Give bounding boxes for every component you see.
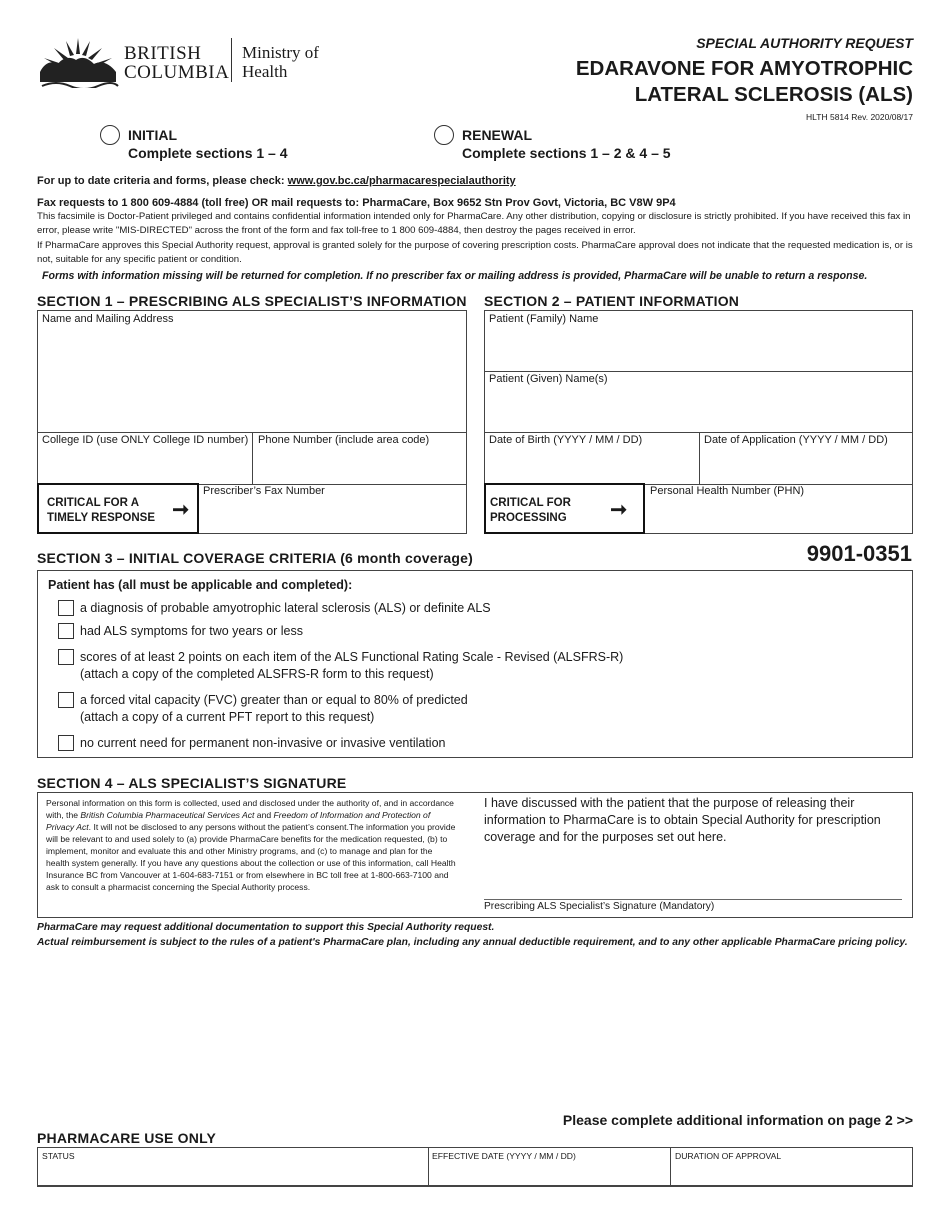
critical1-line1: CRITICAL FOR A [47, 497, 139, 509]
criterion-3-line1: scores of at least 2 points on each item of the ALS Functional Rating Scale - Revised (ALSFRS-R) [80, 650, 624, 664]
criterion-1: a diagnosis of probable amyotrophic lateral sclerosis (ALS) or definite ALS [80, 601, 491, 615]
bc-government-logo [36, 36, 336, 88]
dob-label: Date of Birth (YYYY / MM / DD) [489, 434, 643, 446]
bc-sun-mountains-icon [36, 36, 120, 88]
criterion-4-line2: (attach a copy of a current PFT report to this request) [80, 710, 375, 724]
criteria-line [37, 175, 516, 187]
criteria-intro: Patient has (all must be applicable and completed): [48, 578, 353, 592]
request-type: SPECIAL AUTHORITY REQUEST [696, 35, 913, 51]
criterion-checkbox-2[interactable] [58, 623, 74, 639]
form-title-line1: EDARAVONE FOR AMYOTROPHIC [575, 57, 913, 80]
criterion-checkbox-3[interactable] [58, 649, 74, 665]
pharmacare-use-only-title: PHARMACARE USE ONLY [37, 1130, 217, 1146]
criterion-checkbox-5[interactable] [58, 735, 74, 751]
section2-title: SECTION 2 – PATIENT INFORMATION [484, 293, 740, 309]
ministry-line1: Ministry of [242, 43, 319, 62]
pharmacare-use-box [37, 1147, 913, 1187]
missing-warning: Forms with information missing will be returned for completion. If no prescriber fax or mailing address is provided, PharmaCare will be unable to return a response. [42, 270, 868, 282]
form-title [576, 56, 913, 108]
continue-page2: Please complete additional information on page 2 >> [562, 1112, 913, 1128]
effective-date-label: EFFECTIVE DATE (YYYY / MM / DD) [432, 1151, 576, 1161]
phn-label: Personal Health Number (PHN) [650, 485, 805, 497]
section4-box [37, 792, 913, 918]
privacy-text-2: . It will not be disclosed to any persons without the patient’s consent.The information you provide will be relevant to and used solely to (a) provide PharmaCare benefits for the medication requested, (b) to implement, monitor and evaluate this and other Ministry programs, and (c) to manage and plan for the health system generally. If you have any questions about the collection or use of this information, call Health Insurance BC from Vancouver at 1-604-683-7151 or from elsewhere in BC toll free at 1-800-663-7100 and ask to consult a pharmacist concerning the Special Authority process. [46, 822, 456, 892]
name-address-label: Name and Mailing Address [42, 313, 174, 325]
section3-title: SECTION 3 – INITIAL COVERAGE CRITERIA (6 month coverage) [37, 550, 473, 566]
phone-label: Phone Number (include area code) [258, 434, 430, 446]
consent-statement: I have discussed with the patient that the purpose of releasing their information to PharmaCare is to obtain Special Authority for prescription coverage and for the purposes set out here. [484, 796, 881, 844]
ministry-line2: Health [242, 62, 288, 81]
criterion-2: had ALS symptoms for two years or less [80, 624, 304, 638]
form-number: HLTH 5814 Rev. 2020/08/17 [806, 112, 913, 122]
privacy-text-1: Personal information on this form is collected, used and disclosed under the authority of, and in accordance with, the [46, 798, 454, 820]
arrow-right-icon: ➞ [610, 499, 627, 521]
signature-line[interactable] [484, 899, 902, 900]
initial-option[interactable] [100, 126, 288, 162]
logo-text-columbia: COLUMBIA [124, 62, 230, 83]
section3-box [37, 570, 913, 758]
initial-label: INITIAL [128, 127, 177, 143]
privacy-notice [46, 797, 456, 893]
privacy-act-1: British Columbia Pharmaceutical Services Act [80, 810, 255, 820]
critical2-line2: PROCESSING [490, 512, 567, 524]
renewal-sub: Complete sections 1 – 2 & 4 – 5 [462, 145, 671, 161]
critical-processing [484, 483, 645, 534]
criteria-link[interactable]: www.gov.bc.ca/pharmacarespecialauthority [287, 175, 516, 187]
family-name-label: Patient (Family) Name [489, 313, 599, 325]
note-line1: PharmaCare may request additional documentation to support this Special Authority request. [37, 922, 495, 933]
logo-text-british: BRITISH [124, 43, 202, 64]
arrow-right-icon: ➞ [172, 499, 189, 521]
criterion-checkbox-4[interactable] [58, 692, 74, 708]
critical2-line1: CRITICAL FOR [490, 497, 571, 509]
critical1-line2: TIMELY RESPONSE [47, 512, 156, 524]
renewal-option[interactable] [434, 126, 671, 162]
criteria-prefix: For up to date criteria and forms, please check: [37, 175, 288, 187]
initial-radio[interactable] [100, 125, 120, 145]
renewal-label: RENEWAL [462, 127, 532, 143]
confidential-notice: This facsimile is Doctor-Patient privileged and contains confidential information intended only for PharmaCare. Any other distribution, copying or disclosure is strictly prohibited. If you have received this fax in error, please write "MIS-DIRECTED" across the front of the form and fax toll-free to 1 800 609-4884, then destroy the pages received in error. [37, 211, 911, 236]
criterion-3-line2: (attach a copy of the completed ALSFRS-R form to this request) [80, 667, 434, 681]
drug-code: 9901-0351 [806, 541, 912, 566]
privacy-and: and [254, 810, 274, 820]
form-title-line2: LATERAL SCLEROSIS (ALS) [634, 83, 913, 106]
criterion-5: no current need for permanent non-invasive or invasive ventilation [80, 736, 446, 750]
status-label: STATUS [42, 1151, 75, 1161]
note-line2: Actual reimbursement is subject to the rules of a patient's PharmaCare plan, including any annual deductible requirement, and to any other applicable PharmaCare pricing policy. [37, 937, 908, 948]
duration-label: DURATION OF APPROVAL [675, 1151, 782, 1161]
application-date-label: Date of Application (YYYY / MM / DD) [704, 434, 888, 446]
criterion-4-line1: a forced vital capacity (FVC) greater than or equal to 80% of predicted [80, 693, 468, 707]
privacy-act-2: Freedom of Information and Protection of Privacy Act [46, 810, 431, 832]
approval-notice: If PharmaCare approves this Special Authority request, approval is granted solely for the purpose of covering prescription costs. PharmaCare approval does not indicate that the requested medication is, or is not, suitable for any specific patient or condition. [37, 240, 913, 265]
fax-line: Fax requests to 1 800 609-4884 (toll free) OR mail requests to: PharmaCare, Box 9652 Stn Prov Govt, Victoria, BC V8W 9P4 [37, 197, 676, 209]
section1-title: SECTION 1 – PRESCRIBING ALS SPECIALIST’S INFORMATION [37, 293, 467, 309]
fax-number-label: Prescriber’s Fax Number [203, 485, 325, 497]
college-id-label: College ID (use ONLY College ID number) [42, 434, 249, 446]
logo-divider [231, 38, 232, 82]
critical-timely-response [37, 483, 199, 534]
criterion-checkbox-1[interactable] [58, 600, 74, 616]
section4-title: SECTION 4 – ALS SPECIALIST’S SIGNATURE [37, 775, 347, 791]
signature-label: Prescribing ALS Specialist’s Signature (Mandatory) [484, 901, 715, 912]
given-names-label: Patient (Given) Name(s) [489, 373, 608, 385]
initial-sub: Complete sections 1 – 4 [128, 145, 288, 161]
renewal-radio[interactable] [434, 125, 454, 145]
